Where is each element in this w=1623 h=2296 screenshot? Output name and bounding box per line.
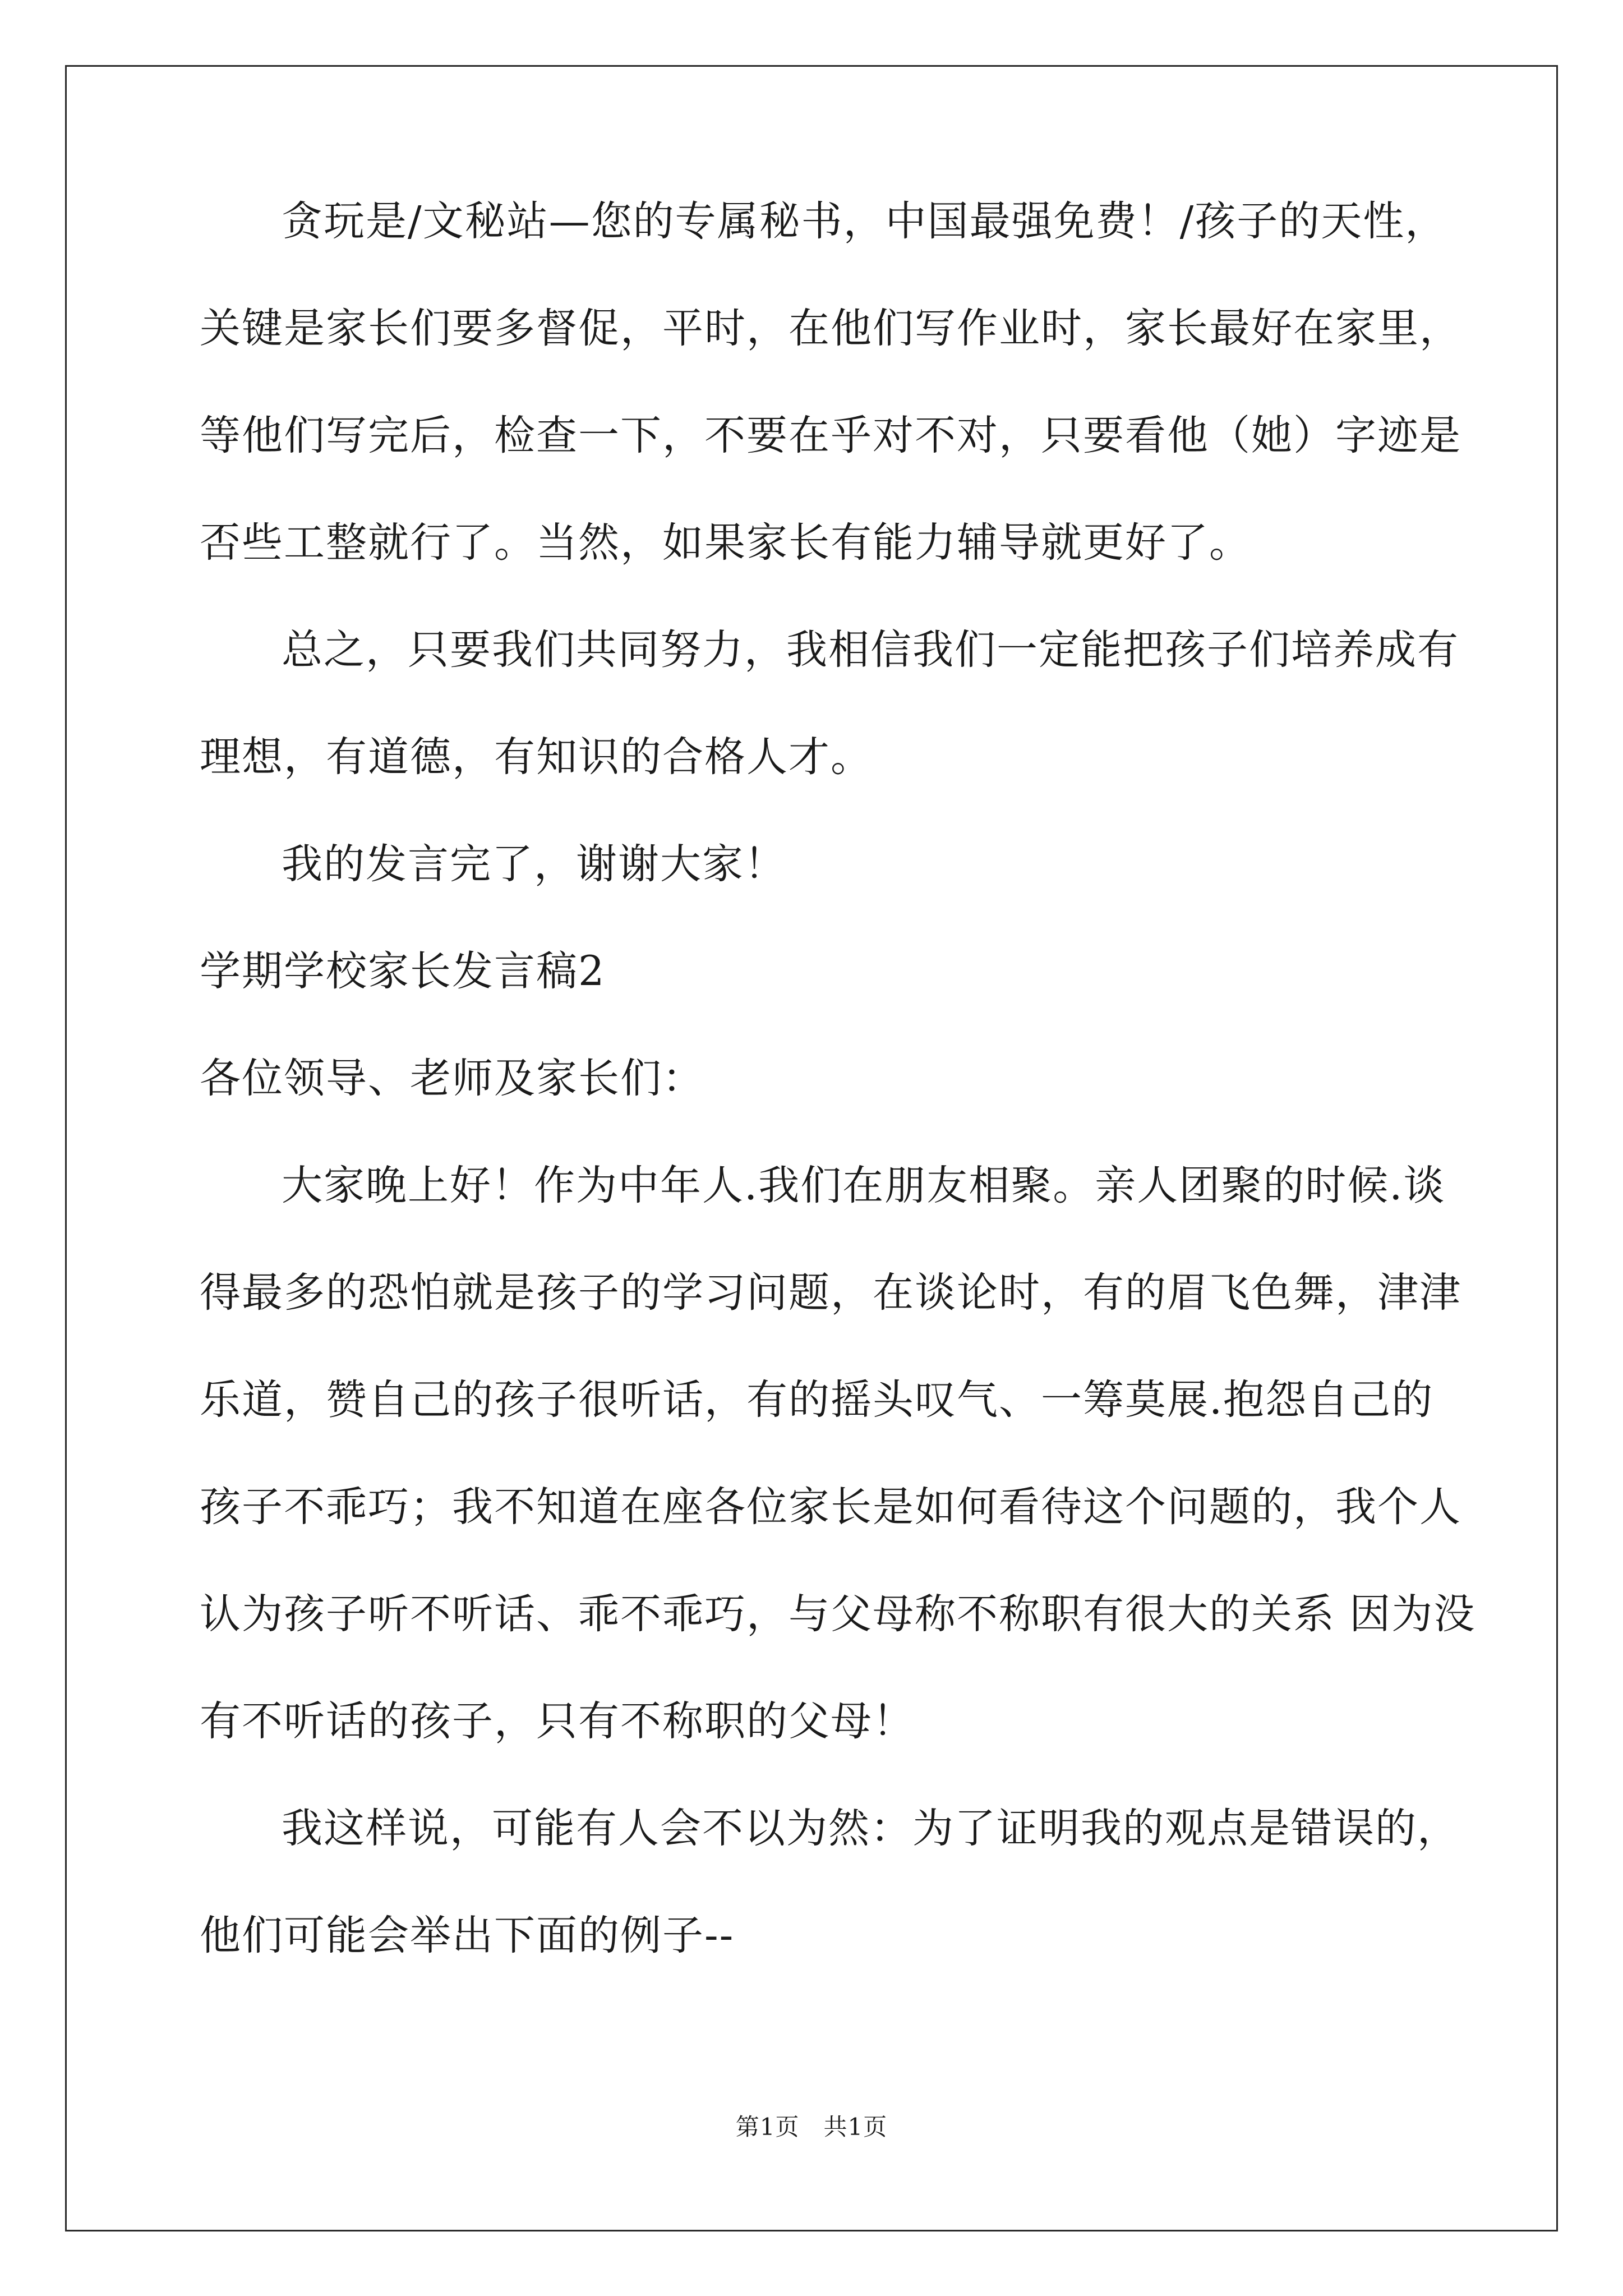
text-line: 我的发言完了，谢谢大家！ [282, 840, 786, 888]
text-line: 大家晚上好！作为中年人.我们在朋友相聚。亲人团聚的时候.谈 [282, 1162, 1446, 1209]
text-line: 认为孩子听不听话、乖不乖巧，与父母称不称职有很大的关系 因为没 [200, 1590, 1476, 1638]
text-line: 关键是家长们要多督促，平时，在他们写作业时，家长最好在家里， [200, 305, 1461, 352]
page-border [65, 65, 1558, 2231]
text-line: 乐道，赞自己的孩子很听话，有的摇头叹气、一筹莫展.抱怨自己的 [200, 1376, 1434, 1424]
salutation: 各位领导、老师及家长们： [200, 1055, 704, 1102]
text-line: 否些工整就行了。当然，如果家长有能力辅导就更好了。 [200, 519, 1251, 567]
text-line: 有不听话的孩子，只有不称职的父母！ [200, 1697, 915, 1745]
page-number-footer: 第1页 共1页 [735, 2113, 888, 2141]
section-heading: 学期学校家长发言稿2 [200, 947, 606, 995]
text-line: 孩子不乖巧；我不知道在座各位家长是如何看待这个问题的，我个人 [200, 1483, 1461, 1531]
text-line: 贪玩是/文秘站—您的专属秘书，中国最强免费！/孩子的天性， [282, 197, 1447, 245]
text-line: 得最多的恐怕就是孩子的学习问题，在谈论时，有的眉飞色舞，津津 [200, 1269, 1461, 1317]
text-line: 等他们写完后，检查一下，不要在乎对不对，只要看他（她）字迹是 [200, 412, 1461, 459]
text-line: 我这样说，可能有人会不以为然：为了证明我的观点是错误的， [282, 1805, 1459, 1852]
text-line: 理想，有道德，有知识的合格人才。 [200, 733, 873, 781]
text-line: 他们可能会举出下面的例子-- [200, 1912, 735, 1959]
text-line: 总之，只要我们共同努力，我相信我们一定能把孩子们培养成有 [282, 626, 1459, 674]
